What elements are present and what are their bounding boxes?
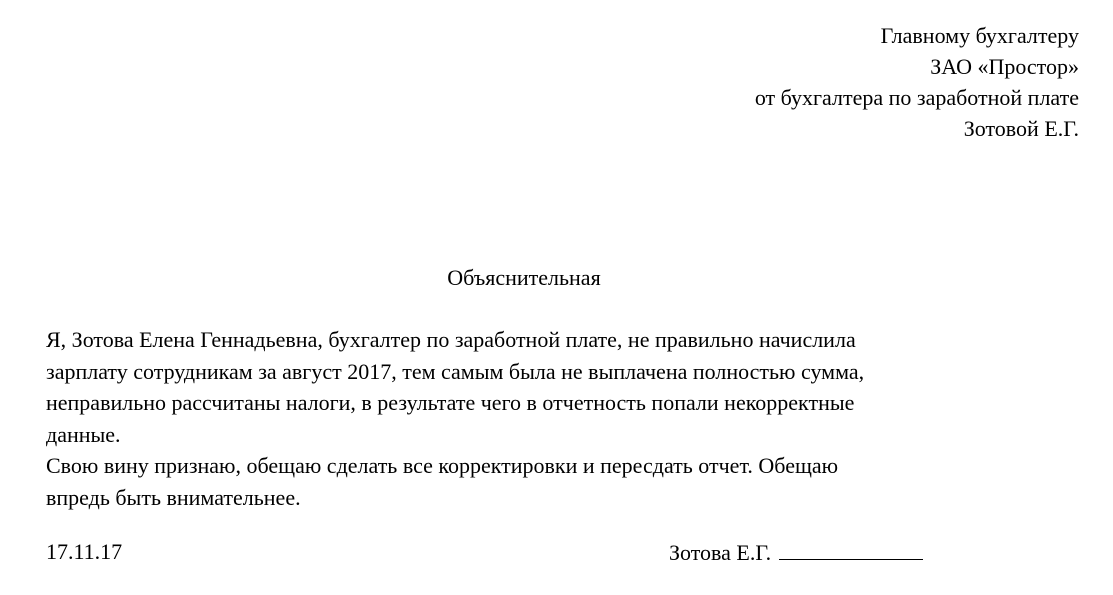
sender-position: от бухгалтера по заработной плате [754,85,1079,110]
document-title: Объяснительная [447,265,601,290]
addressee-company: ЗАО «Простор» [930,54,1079,79]
document-date: 17.11.17 [46,539,123,564]
body-line: зарплату сотрудникам за август 2017, тем самым была не выплачена полностью сумма, [46,358,865,384]
signature-block [669,537,923,568]
sender-name: Зотовой Е.Г. [963,116,1079,141]
signature-name: Зотова Е.Г. [669,540,772,565]
body-line: Свою вину признаю, обещаю сделать все корректировки и пересдать отчет. Обещаю [46,453,839,478]
signature-line [779,537,923,560]
body-line: впредь быть внимательнее. [46,484,301,510]
body-line: данные. [46,421,121,447]
addressee-block [755,20,1079,144]
body-line: Я, Зотова Елена Геннадьевна, бухгалтер по заработной плате, не правильно начислила [46,327,856,352]
document-body [46,324,1056,513]
addressee-position: Главному бухгалтеру [880,23,1079,48]
body-line: неправильно рассчитаны налоги, в результате чего в отчетность попали некорректные [46,390,855,415]
